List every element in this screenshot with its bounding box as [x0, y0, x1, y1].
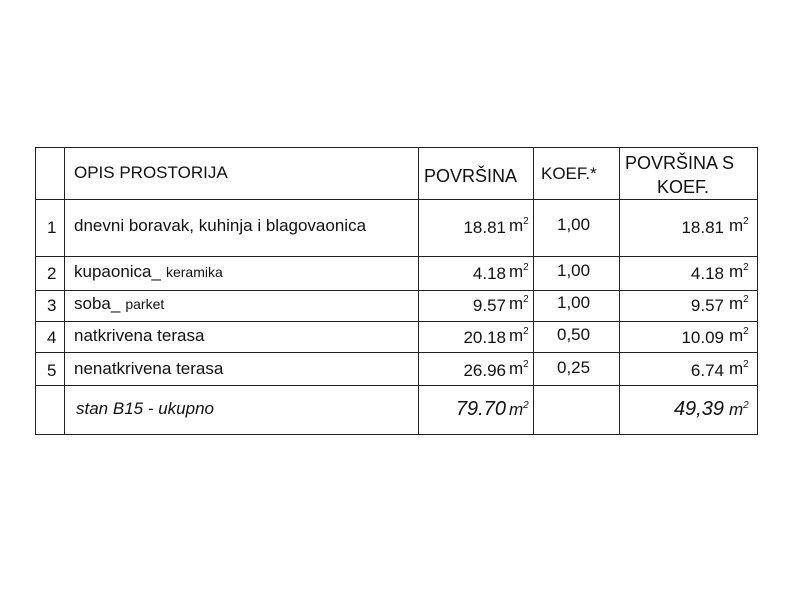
total-label: stan B15 - ukupno: [76, 399, 214, 418]
room-area-coef: 18.81: [681, 218, 724, 237]
room-name: [74, 263, 223, 280]
room-area-coef: 4.18: [690, 264, 724, 283]
room-area-unit: $m^2$: [509, 262, 529, 281]
room-area: 18.81: [463, 218, 506, 237]
row-number: 4: [47, 328, 57, 347]
table-border-top: [35, 147, 758, 148]
row-number: 1: [47, 218, 57, 237]
room-area-coef-unit: $m^2$: [729, 262, 749, 281]
row-number: 2: [47, 264, 57, 283]
row-divider: [35, 352, 758, 353]
room-name-text: kupaonica_: [74, 262, 161, 281]
header-coefficient: KOEF.*: [541, 164, 597, 183]
room-coefficient: 0,25: [557, 358, 591, 377]
room-coefficient: 0,50: [557, 325, 591, 344]
room-coefficient: 1,00: [557, 261, 591, 280]
total-area-unit: $m^2$: [509, 400, 529, 419]
room-name-text: soba_: [74, 294, 121, 313]
header-area-coef-line2: KOEF.: [657, 177, 710, 197]
column-divider: [533, 147, 534, 435]
room-area-unit: $m^2$: [509, 294, 529, 313]
room-area-coef: 6.74: [690, 361, 724, 380]
room-coefficient: 1,00: [557, 293, 591, 312]
header-divider: [35, 199, 758, 200]
room-material: parket: [125, 296, 165, 312]
column-divider: [64, 147, 65, 435]
row-number: 5: [47, 361, 57, 380]
room-area-coef-unit: $m^2$: [729, 294, 749, 313]
room-area: 26.96: [463, 361, 506, 380]
room-area-unit: $m^2$: [509, 326, 529, 345]
table-border-right: [757, 147, 758, 435]
column-divider: [619, 147, 620, 435]
header-area-coef-line1: POVRŠINA S: [625, 153, 735, 173]
room-name: [74, 217, 366, 234]
room-area-unit: $m^2$: [509, 359, 529, 378]
room-area-coef-unit: $m^2$: [729, 359, 749, 378]
total-area-coef: 49,39: [673, 398, 724, 420]
total-area: 79.70: [455, 398, 506, 420]
row-divider: [35, 290, 758, 291]
table-border-bottom: [35, 434, 758, 435]
room-area-coef-unit: $m^2$: [729, 326, 749, 345]
total-area-coef-unit: $m^2$: [729, 400, 749, 419]
room-area: 9.57: [472, 296, 506, 315]
area-table: [35, 147, 758, 435]
room-area-coef-unit: $m^2$: [729, 216, 749, 235]
room-area-unit: $m^2$: [509, 216, 529, 235]
row-divider: [35, 385, 758, 386]
header-area: POVRŠINA: [424, 166, 518, 186]
header-description: OPIS PROSTORIJA: [74, 163, 228, 182]
room-name-text: dnevni boravak, kuhinja i blagovaonica: [74, 216, 367, 235]
room-name: [74, 360, 223, 377]
room-coefficient: 1,00: [557, 215, 591, 234]
column-divider: [418, 147, 419, 435]
row-divider: [35, 321, 758, 322]
room-material: keramika: [165, 264, 223, 280]
room-area-coef: 10.09: [681, 328, 724, 347]
room-name: [74, 327, 204, 344]
row-divider: [35, 256, 758, 257]
room-area: 20.18: [463, 328, 506, 347]
row-number: 3: [47, 296, 57, 315]
table-border-left: [35, 147, 36, 435]
room-name-text: natkrivena terasa: [74, 326, 205, 345]
room-area: 4.18: [472, 264, 506, 283]
room-name: [74, 295, 164, 312]
room-area-coef: 9.57: [690, 296, 724, 315]
room-name-text: nenatkrivena terasa: [74, 359, 224, 378]
